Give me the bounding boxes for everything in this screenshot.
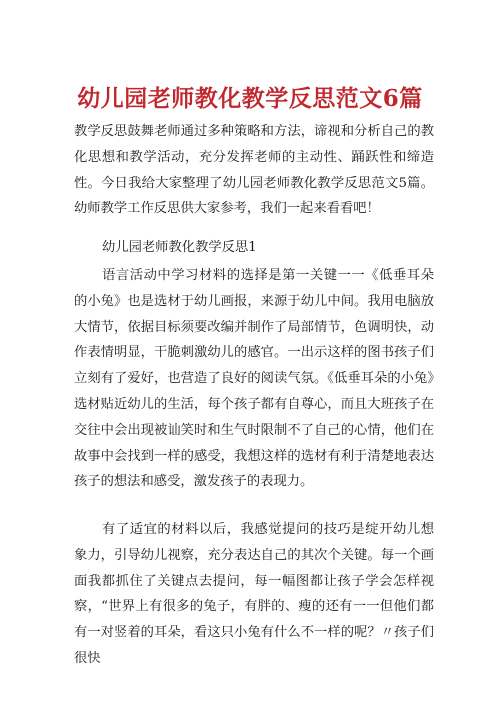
body-paragraph-2: 有了适宜的材料以后，我感觉提问的技巧是绽开幼儿想象力，引导幼儿视察，充分表达自己的其次个关键。每一个画面我都抓住了关键点去提问，每一幅图都让孩子学会怎样视察，“世界上有很多的兔子，有胖的、瘦的还有一一但他们都有一对竖着的耳朵，看这只小兔有什么不一样的呢？〃孩子们很快	[74, 522, 434, 666]
body-paragraph-1: 语言活动中学习材料的选择是第一关键一一《低垂耳朵的小兔》也是选材于幼儿画报，来源于幼儿中间。我用电脑放大情节，依据目标须要改编并制作了局部情节，色调明快，动作表情明显，干脆刺激幼儿的感官。一出示这样的图书孩子们立刻有了爱好，也营造了良好的阅读气氛。《低垂耳朵的小兔》选材贴近幼儿的生活，每个孩子都有自尊心，而且大班孩子在交往中会出现被讪笑时和生气时限制不了自己的心情，他们在故事中会找到一样的感受，我想这样的选材有利于清楚地表达孩子的想法和感受，激发孩子的表现力。	[74, 268, 434, 490]
intro-paragraph: 教学反思鼓舞老师通过多种策略和方法，谛视和分析自己的教化思想和教学活动，充分发挥老师的主动性、踊跃性和缔造性。今日我给大家整理了幼儿园老师教化教学反思范文5篇。幼师教学工作反思供大家参考，我们一起来看看吧！	[74, 124, 434, 217]
document-title: 幼儿园老师教化教学反思范文6篇	[77, 85, 423, 112]
section-heading: 幼儿园老师教化教学反思1	[102, 240, 257, 255]
